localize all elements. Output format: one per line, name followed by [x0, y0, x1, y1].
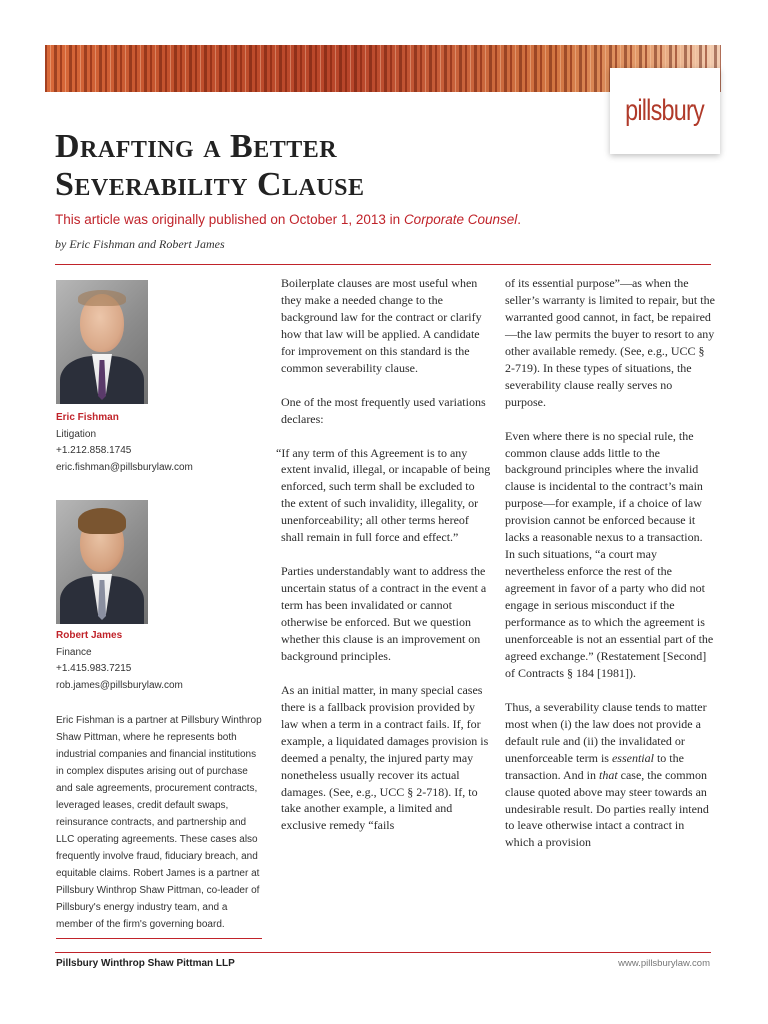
paragraph: As an initial matter, in many special cases there is a fallback provision provided by law when a term in a contract fails. If, for example, a liquidated damages provision is deemed a penalty, the injured party may nonetheless usually recover its actual damages. (See, e.g., UCC § 2-718). If, to take another example, a limited and exclusive remedy “fails — [281, 682, 489, 833]
emphasis: that — [598, 767, 618, 782]
author-email: rob.james@pillsburylaw.com — [56, 679, 183, 691]
bio-divider — [56, 938, 262, 939]
author-name: Robert James — [56, 630, 123, 641]
text-run: to the transaction. And in — [505, 750, 684, 782]
author-phone: +1.415.983.7215 — [56, 663, 132, 674]
title-line-1: Drafting a Better — [55, 128, 338, 165]
paragraph: One of the most frequently used variations declares: — [281, 394, 486, 426]
emphasis: essential — [611, 750, 654, 765]
author-name: Eric Fishman — [56, 412, 119, 423]
logo — [610, 68, 720, 154]
author-bio: Eric Fishman is a partner at Pillsbury Winthrop Shaw Pittman, where he represents both industrial companies and financial institutions in complex disputes arising out of purchase and sale agreements, procurement contracts, leveraged leases, credit default swaps, reinsurance contracts, and partnership and LLC operating agreements. These cases also frequently involve fraud, fiduciary breach, and equitable claims. Robert James is a partner at Pillsbury Winthrop Shaw Pittman, co-leader of Pillsbury's energy industry team, and a member of the firm's governing board. — [56, 715, 262, 930]
paragraph: Even where there is no special rule, the common clause adds little to the background principles where the invalid clause is incidental to the contract’s main purpose—for example, if a choice of law provision cannot be enforced because it lacks a reasonable nexus to a transaction. In such situations, “a court may nevertheless enforce the rest of the agreement in favor of a party who did not engage in serious misconduct if the performance as to which the agreement is unenforceable is not an essential part of the agreed exchange.” (Restatement [Second] of Contracts § 184 [1981]). — [505, 428, 714, 680]
pub-source: Corporate Counsel — [403, 212, 518, 227]
author-phone: +1.212.858.1745 — [56, 445, 132, 456]
author-practice: Litigation — [56, 428, 97, 440]
author-contact-fishman — [56, 410, 193, 476]
header-divider — [55, 264, 711, 265]
publication-note — [55, 212, 655, 227]
author-photo-james — [56, 500, 148, 624]
article-column-2 — [505, 275, 715, 868]
article-title — [55, 128, 615, 204]
author-email: eric.fishman@pillsburylaw.com — [56, 461, 193, 473]
text-run: case, the common clause quoted above may steer towards an undesirable result. Do parties really intend to leave otherwise intact a contract in which a provision — [505, 767, 709, 850]
pub-suffix: . — [517, 212, 522, 227]
byline: by Eric Fishman and Robert James — [55, 237, 225, 251]
paragraph: Parties understandably want to address the uncertain status of a contract in the event a term has been invalidated or cannot otherwise be enforced. But we question whether this clause is an improvement on background principles. — [281, 564, 487, 663]
quoted-clause: “If any term of this Agreement is to any extent invalid, illegal, or incapable of being enforced, such term shall be excluded to the extent of such invalidity, illegality, or unenforceability; all other terms hereof shall remain in full force and effect.” — [276, 445, 491, 545]
pub-prefix: This article was originally published on October 1, 2013 in — [55, 212, 404, 227]
paragraph — [505, 699, 715, 852]
logo-text: pillsbury — [625, 94, 705, 127]
author-photo-fishman — [56, 280, 148, 404]
footer-divider — [55, 952, 711, 953]
title-line-2: Severability Clause — [55, 166, 365, 203]
paragraph: of its essential purpose”—as when the seller’s warranty is limited to repair, but the warranted good cannot, in fact, be repaired—the law permits the buyer to resort to any other available remedy. (See, e.g., UCC § 2-719). In these types of situations, the severability clause really serves no purpose. — [505, 276, 715, 409]
footer-firm: Pillsbury Winthrop Shaw Pittman LLP — [56, 958, 235, 969]
author-practice: Finance — [56, 646, 92, 658]
author-contact-james — [56, 628, 183, 694]
text-run: Thus, a severability clause tends to matter most when (i) the law does not provide a default rule and (ii) the invalidated or unenforceable term is — [505, 699, 707, 765]
article-column-1 — [276, 275, 491, 851]
footer-url[interactable]: www.pillsburylaw.com — [618, 958, 710, 969]
paragraph: Boilerplate clauses are most useful when they make a needed change to the background law for the contract or clarify how that law will be applied. A candidate for improvement on this standard is the common severability clause. — [281, 276, 482, 375]
